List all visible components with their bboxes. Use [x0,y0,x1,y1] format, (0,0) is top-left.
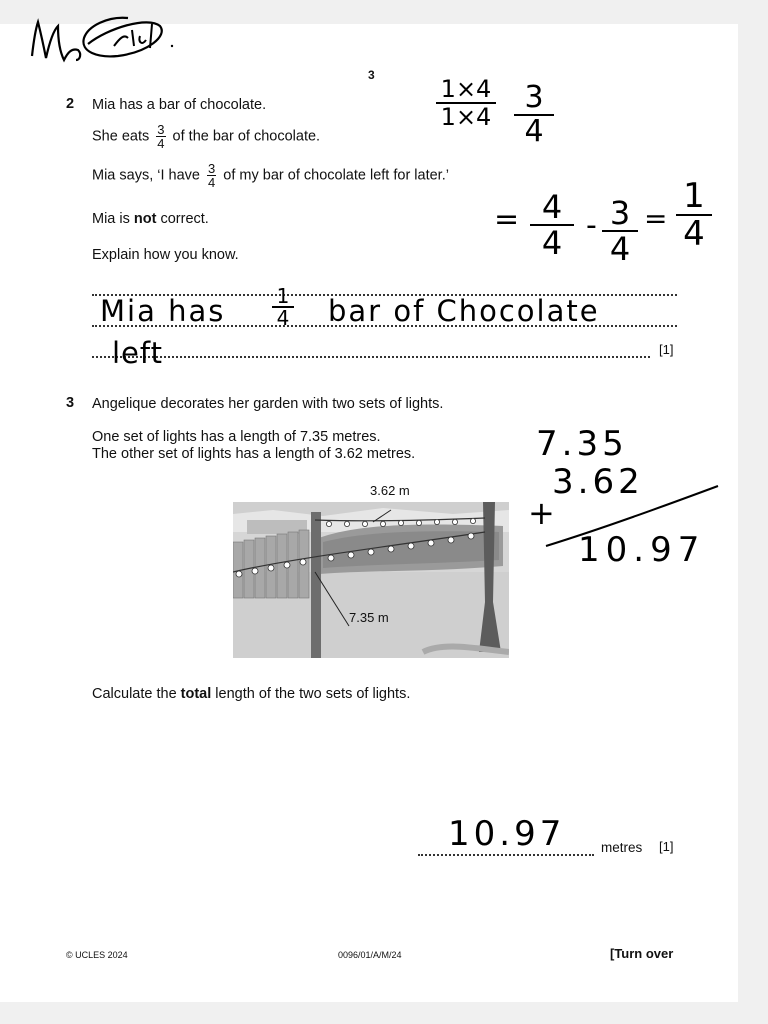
handwritten-answer: bar of Chocolate [328,294,600,328]
handwritten-working: 1×4 1×4 [436,76,496,130]
handwritten-working: 1 4 [676,178,712,252]
handwritten-working: - [586,208,597,243]
signature-scribble [28,8,178,78]
q2-line2: She eats $\frac{3}{4}$ of the bar of chocolate. [92,122,321,151]
handwritten-working: 3.62 [552,462,644,502]
answer-line[interactable] [418,854,594,856]
q2-line3: Mia says, ‘I have $\frac{3}{4}$ of my bar of chocolate left for later.’ [92,161,449,190]
garden-lights-illustration [233,502,509,658]
handwritten-working: 7.35 [536,424,628,464]
q3-line3: The other set of lights has a length of 3.62 metres. [92,446,416,462]
answer-line[interactable] [92,356,650,358]
handwritten-working: 3 4 [514,82,554,148]
q3-number: 3 [66,395,75,411]
q3-line2: One set of lights has a length of 7.35 metres. [92,429,381,445]
q2-line5: Explain how you know. [92,247,239,263]
fraction: $\frac{3}{4}$ [208,161,216,190]
handwritten-working: = [644,202,668,235]
exam-page [0,24,738,1002]
footer-code: 0096/01/A/M/24 [338,950,402,960]
handwritten-answer: Mia has [100,294,226,328]
handwritten-working: + [528,494,555,532]
diagram-label-bottom: 7.35 m [349,610,389,625]
footer-copyright: © UCLES 2024 [66,950,128,960]
q2-line1: Mia has a bar of chocolate. [92,97,267,113]
handwritten-working: 10.97 [578,530,706,570]
page-number: 3 [368,68,375,82]
q2-line4: Mia is not correct. [92,211,209,227]
handwritten-answer: left [112,336,163,370]
footer-turn-over: [Turn over [610,946,674,961]
q3-instruction: Calculate the total length of the two sets of lights. [92,686,411,702]
unit-label: metres [601,840,643,855]
q3-mark: [1] [659,839,674,854]
q2-mark: [1] [659,342,674,357]
fraction: $\frac{3}{4}$ [157,122,165,151]
handwritten-working: = [494,202,520,237]
handwritten-fraction: 1 4 [272,286,294,328]
handwritten-working: 3 4 [602,196,638,266]
q3-line1: Angelique decorates her garden with two sets of lights. [92,396,444,412]
handwritten-working: 4 4 [530,190,574,260]
handwritten-answer: 10.97 [448,814,566,854]
q2-number: 2 [66,96,75,112]
diagram-label-top: 3.62 m [370,483,410,498]
